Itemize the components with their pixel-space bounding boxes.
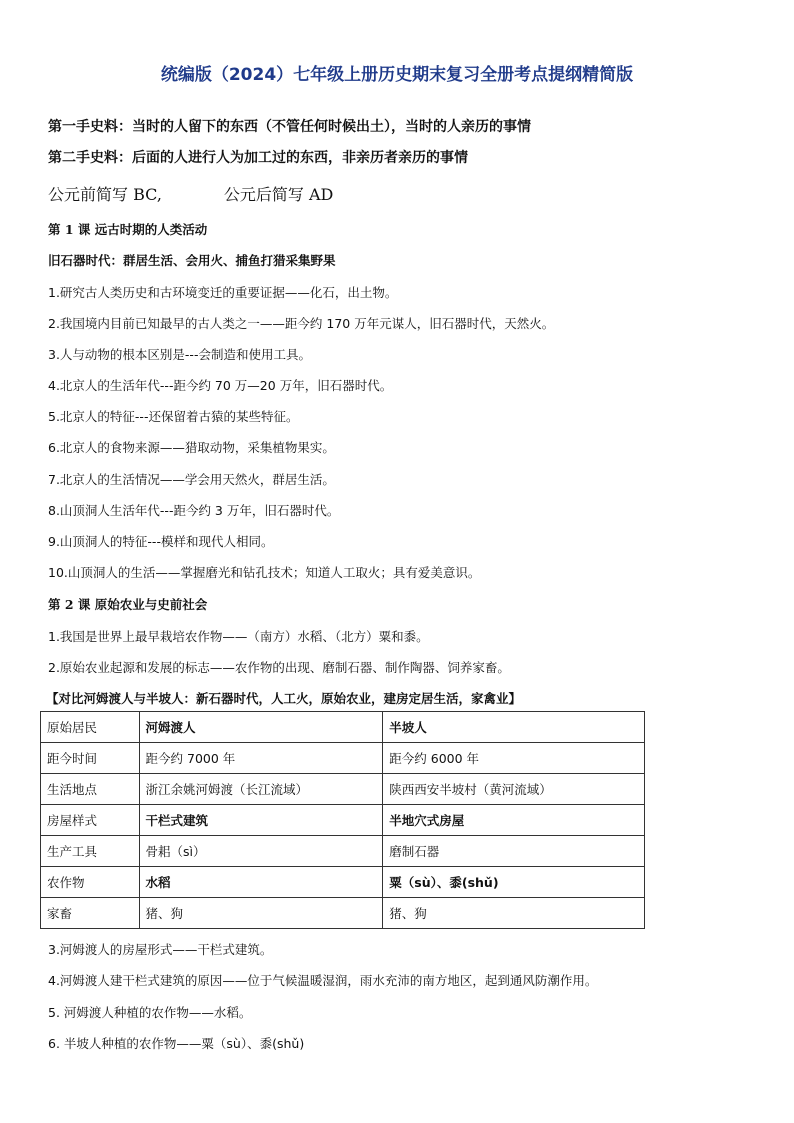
- lesson-2-item: 1.我国是世界上最早栽培农作物——（南方）水稻、（北方）粟和黍。: [48, 629, 429, 644]
- lesson-1-item: 7.北京人的生活情况——学会用天然火，群居生活。: [48, 472, 335, 487]
- ad-abbreviation: 公元后简写 AD: [223, 185, 334, 204]
- table-row: [41, 774, 645, 805]
- bc-abbreviation: 公元前简写 BC,: [48, 185, 162, 204]
- lesson-1-item: 4.北京人的生活年代---距今约 70 万—20 万年，旧石器时代。: [48, 378, 393, 393]
- lesson-2-item: 4.河姆渡人建干栏式建筑的原因——位于气候温暖湿润，雨水充沛的南方地区，起到通风防潮作用。: [48, 973, 598, 988]
- table-cell: 半坡人: [383, 712, 645, 743]
- lesson-1-item: 9.山顶洞人的特征---模样和现代人相同。: [48, 534, 274, 549]
- lesson-1-item: 8.山顶洞人生活年代---距今约 3 万年，旧石器时代。: [48, 503, 340, 518]
- table-cell: 原始居民: [41, 712, 140, 743]
- secondary-source-definition: 第二手史料：后面的人进行人为加工过的东西，非亲历者亲历的事情: [48, 150, 468, 166]
- table-cell: 猪、狗: [383, 898, 645, 929]
- comparison-table: [40, 711, 645, 929]
- lesson-1-subtitle: 旧石器时代：群居生活、会用火、捕鱼打猎采集野果: [48, 253, 336, 268]
- table-cell: 房屋样式: [41, 805, 140, 836]
- lesson-2-item: 2.原始农业起源和发展的标志——农作物的出现、磨制石器、制作陶器、饲养家畜。: [48, 660, 510, 675]
- table-cell: 粟（sù）、黍(shǔ): [383, 867, 645, 898]
- table-cell: 半地穴式房屋: [383, 805, 645, 836]
- table-cell: 磨制石器: [383, 836, 645, 867]
- table-cell: 农作物: [41, 867, 140, 898]
- table-cell: 生产工具: [41, 836, 140, 867]
- lesson-1-title: 第 1 课 远古时期的人类活动: [48, 222, 208, 237]
- table-row: [41, 805, 645, 836]
- primary-source-definition: 第一手史料：当时的人留下的东西（不管任何时候出土），当时的人亲历的事情: [48, 119, 531, 135]
- document-title: 统编版（2024）七年级上册历史期末复习全册考点提纲精简版: [160, 65, 634, 85]
- table-row: [41, 743, 645, 774]
- table-cell: 浙江余姚河姆渡（长江流域）: [139, 774, 383, 805]
- table-cell: 猪、狗: [139, 898, 383, 929]
- lesson-2-item: 6. 半坡人种植的农作物——粟（sù）、黍(shǔ): [48, 1036, 305, 1051]
- table-cell: 干栏式建筑: [139, 805, 383, 836]
- lesson-2-item: 5. 河姆渡人种植的农作物——水稻。: [48, 1005, 252, 1020]
- table-row: [41, 898, 645, 929]
- table-cell: 距今约 7000 年: [139, 743, 383, 774]
- lesson-1-item: 6.北京人的食物来源——猎取动物，采集植物果实。: [48, 440, 335, 455]
- table-cell: 水稻: [139, 867, 383, 898]
- lesson-2-title: 第 2 课 原始农业与史前社会: [48, 597, 208, 612]
- table-row: [41, 712, 645, 743]
- era-abbreviations: [48, 182, 333, 205]
- table-cell: 陕西西安半坡村（黄河流域）: [383, 774, 645, 805]
- lesson-1-item: 3.人与动物的根本区别是---会制造和使用工具。: [48, 347, 311, 362]
- lesson-1-item: 10.山顶洞人的生活——掌握磨光和钻孔技术；知道人工取火；具有爱美意识。: [48, 565, 481, 580]
- comparison-heading: 【对比河姆渡人与半坡人：新石器时代，人工火，原始农业，建房定居生活，家禽业】: [46, 691, 522, 706]
- table-cell: 河姆渡人: [139, 712, 383, 743]
- lesson-1-item: 2.我国境内目前已知最早的古人类之一——距今约 170 万年元谋人，旧石器时代，天然火。: [48, 316, 555, 331]
- table-cell: 距今约 6000 年: [383, 743, 645, 774]
- table-row: [41, 836, 645, 867]
- lesson-1-item: 5.北京人的特征---还保留着古猿的某些特征。: [48, 409, 299, 424]
- table-cell: 距今时间: [41, 743, 140, 774]
- table-cell: 生活地点: [41, 774, 140, 805]
- table-cell: 骨耜（sì）: [139, 836, 383, 867]
- table-row: [41, 867, 645, 898]
- lesson-2-item: 3.河姆渡人的房屋形式——干栏式建筑。: [48, 942, 273, 957]
- table-cell: 家畜: [41, 898, 140, 929]
- lesson-1-item: 1.研究古人类历史和古环境变迁的重要证据——化石，出土物。: [48, 285, 398, 300]
